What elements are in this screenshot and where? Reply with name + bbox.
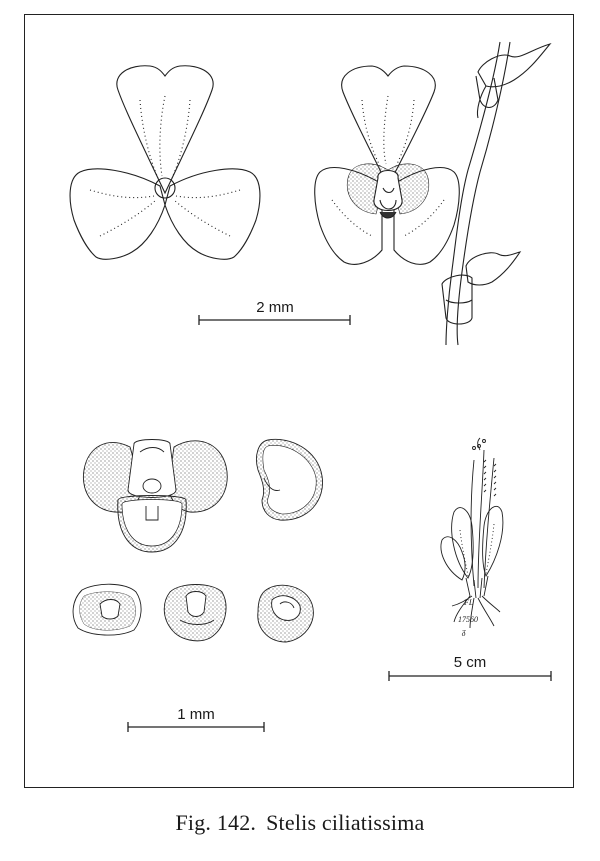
signature-initials: FL xyxy=(464,598,474,607)
flower-front-view-drawing xyxy=(315,66,460,264)
petals-lip-detail-drawing xyxy=(83,440,227,553)
scale-bar-1mm xyxy=(128,706,264,732)
petal-detail-drawing xyxy=(256,439,322,520)
scale-label-5cm: 5 cm xyxy=(453,654,487,671)
figure-caption xyxy=(0,810,600,836)
lip-rear-view-drawing xyxy=(164,585,226,641)
signature-mark: ᵹ xyxy=(462,627,466,636)
lip-front-view-drawing xyxy=(73,584,141,635)
artist-signature xyxy=(458,598,478,636)
figure-number: Fig. 142. xyxy=(175,810,257,835)
scale-label-2mm: 2 mm xyxy=(256,299,294,316)
species-name: Stelis ciliatissima xyxy=(266,810,425,835)
signature-number: 17560 xyxy=(458,615,478,624)
scale-bar-2mm xyxy=(199,299,350,325)
scale-bar-5cm xyxy=(389,654,551,681)
lip-side-view-drawing xyxy=(258,585,314,642)
flower-sepals-drawing xyxy=(70,66,260,260)
stem-drawing xyxy=(442,42,550,345)
scale-label-1mm: 1 mm xyxy=(177,706,215,723)
